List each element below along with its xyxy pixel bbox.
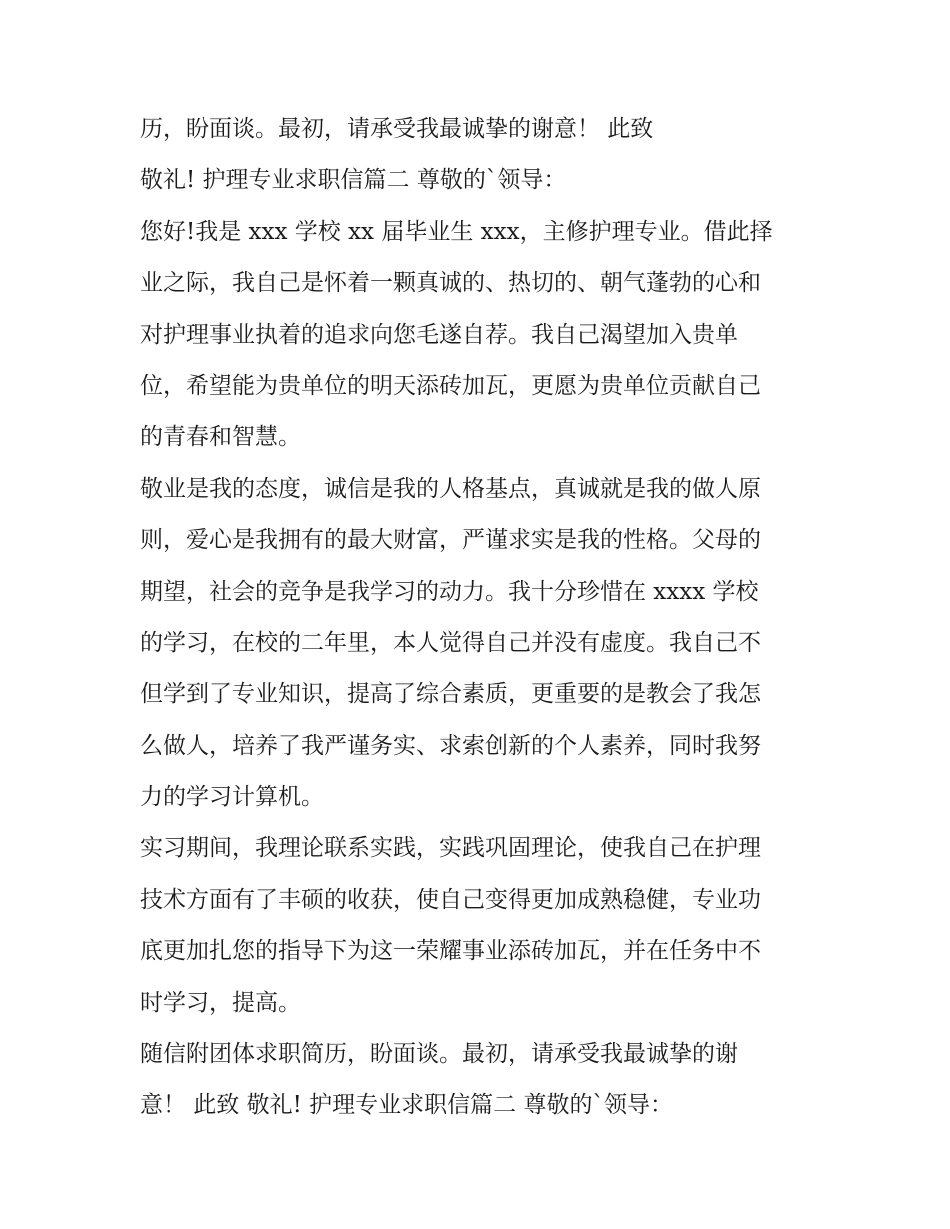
text-line: 意！ 此致 敬礼! 护理专业求职信篇二 尊敬的`领导： bbox=[140, 1092, 673, 1119]
text-line: 敬业是我的态度，诚信是我的人格基点，真诚就是我的做人原 bbox=[140, 475, 761, 502]
text-line: 底更加扎您的指导下为这一荣耀事业添砖加瓦，并在任务中不 bbox=[140, 938, 761, 965]
text-line: 的青春和智慧。 bbox=[140, 424, 301, 451]
text-line: 但学到了专业知识，提高了综合素质，更重要的是教会了我怎 bbox=[140, 681, 761, 708]
text-line: 对护理事业执着的追求向您毛遂自荐。我自己渴望加入贵单 bbox=[140, 321, 738, 348]
text-line: 么做人，培养了我严谨务实、求索创新的个人素养，同时我努 bbox=[140, 732, 761, 759]
text-line: 则，爱心是我拥有的最大财富，严谨求实是我的性格。父母的 bbox=[140, 527, 761, 554]
document-body bbox=[140, 104, 820, 1132]
text-line: 位，希望能为贵单位的明天添砖加瓦，更愿为贵单位贡献自己 bbox=[140, 372, 761, 399]
text-line: 时学习，提高。 bbox=[140, 989, 301, 1016]
text-line: 实习期间，我理论联系实践，实践巩固理论，使我自己在护理 bbox=[140, 835, 761, 862]
text-line: 敬礼! 护理专业求职信篇二 尊敬的`领导： bbox=[140, 167, 567, 194]
text-line: 随信附团体求职简历，盼面谈。最初，请承受我最诚挚的谢 bbox=[140, 1041, 738, 1068]
text-line: 技术方面有了丰硕的收获，使自己变得更加成熟稳健，专业功 bbox=[140, 886, 761, 913]
text-line: 力的学习计算机。 bbox=[140, 784, 324, 811]
text-line: 的学习，在校的二年里，本人觉得自己并没有虚度。我自己不 bbox=[140, 629, 761, 656]
text-line: 业之际，我自己是怀着一颗真诚的、热切的、朝气蓬勃的心和 bbox=[140, 270, 761, 297]
text-line: 历，盼面谈。最初，请承受我最诚挚的谢意！ 此致 bbox=[140, 116, 654, 142]
text-line: 期望，社会的竞争是我学习的动力。我十分珍惜在 xxxx 学校 bbox=[140, 578, 759, 605]
text-line: 您好!我是 xxx 学校 xx 届毕业生 xxx，主修护理专业。借此择 bbox=[140, 218, 773, 245]
